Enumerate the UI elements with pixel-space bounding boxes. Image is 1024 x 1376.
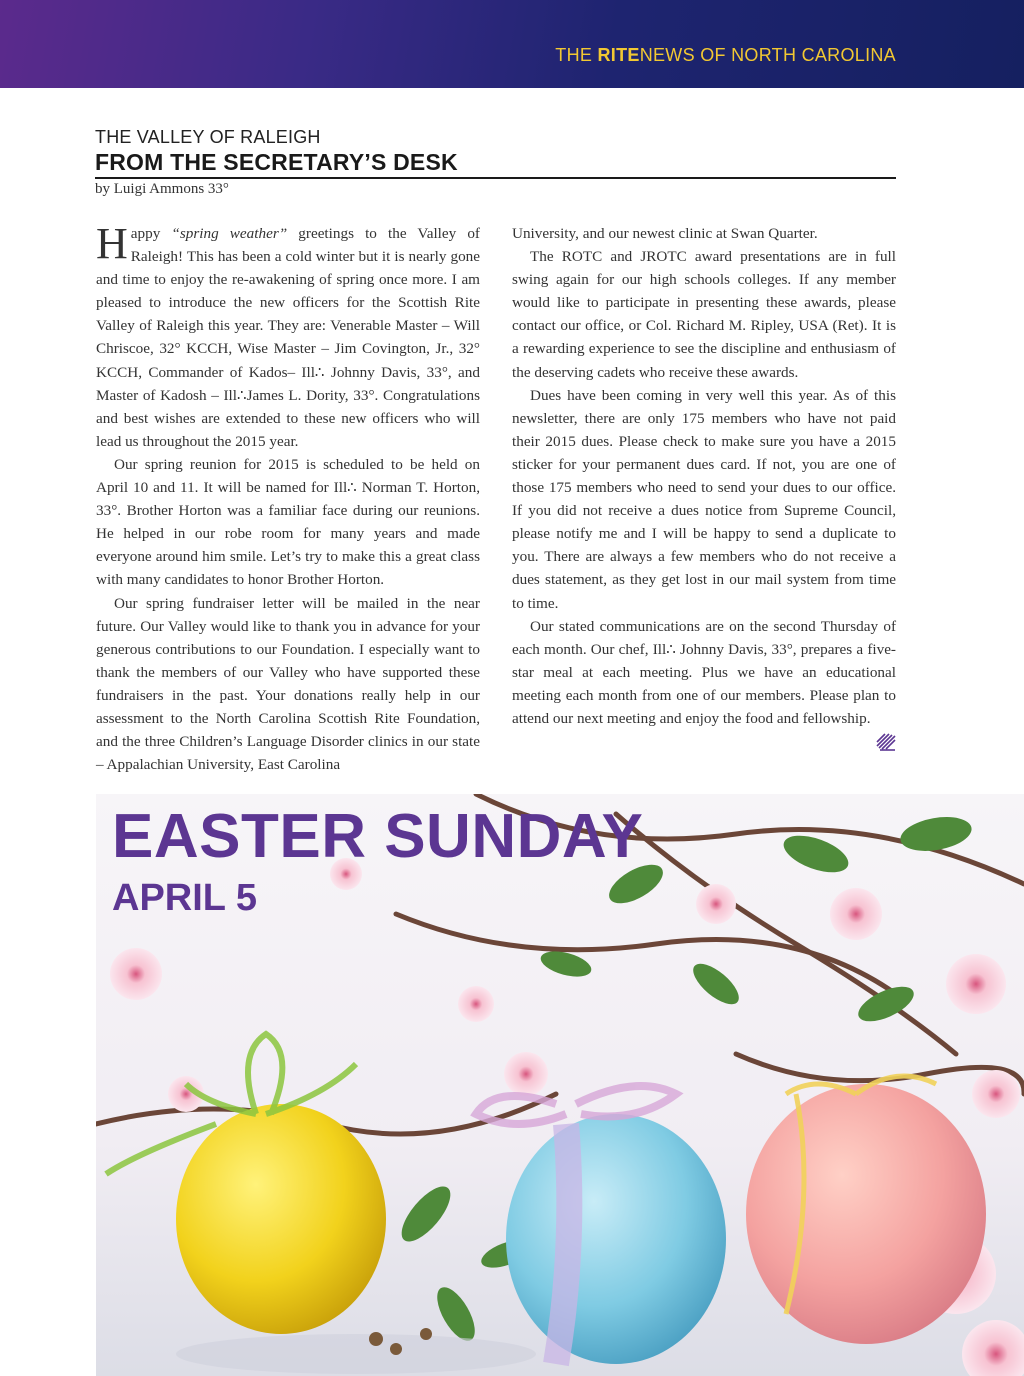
publication-masthead xyxy=(555,45,896,66)
masthead-rest: NEWS OF NORTH CAROLINA xyxy=(639,45,896,65)
article-paragraph: Our spring reunion for 2015 is scheduled to be held on April 10 and 11. It will be named for Ill∴ Norman T. Horton, 33°. Brother Horton was a familiar face during our reunions. He helped in our robe room for many years and made everyone around him smile. Let’s try to make this a great class with many candidates to honor Brother Horton. xyxy=(96,455,480,589)
quoted-phrase: “spring weather” xyxy=(171,225,288,242)
section-kicker: THE VALLEY OF RALEIGH xyxy=(95,127,321,147)
article-paragraph: The ROTC and JROTC award presentations are in full swing again for our high schools colleges. If any member would like to participate in presenting these awards, please contact our office, or Col. Richard M. Ripley, USA (Ret). It is a rewarding experience to see the discipline and enthusiasm of the deserving cadets who receive these awards. xyxy=(512,248,896,381)
article-paragraph: Our stated communications are on the second Thursday of each month. Our chef, Ill∴ Johnny Davis, 33°, prepares a five-star meal at each meeting. Plus we have an educational meeting each month from one of our members. Please plan to attend our next meeting and enjoy the food and fellowship. xyxy=(512,617,896,727)
article-paragraph: Dues have been coming in very well this year. As of this newsletter, there are only 175 members who have not paid their 2015 dues. Please check to make sure you have a 2015 sticker for your permanent dues card. If not, you are one of those 175 members who need to send your dues to our office. If you did not receive a dues notice from Supreme Council, please notify me and I will be happy to send a duplicate to you. There are always a few members who do not receive a dues statement, as they get lost in our mail system from time to time. xyxy=(512,386,896,612)
article-headline: FROM THE SECRETARY’S DESK xyxy=(95,149,458,175)
article-byline: by Luigi Ammons 33° xyxy=(95,181,229,197)
headline-rule xyxy=(95,177,896,179)
article-column-left xyxy=(96,219,480,776)
end-mark-icon xyxy=(876,733,896,751)
promo-title: EASTER SUNDAY xyxy=(112,802,644,871)
masthead-the: THE xyxy=(555,45,598,65)
article-column-right xyxy=(512,222,896,730)
promo-date: APRIL 5 xyxy=(112,877,258,919)
masthead-rite: RITE xyxy=(597,45,640,65)
article-paragraph: Our spring fundraiser letter will be mailed in the near future. Our Valley would like to thank you in advance for your generous contributions to our Foundation. I especially want to thank the members of our Valley who have supported these fundraisers in the past. Your donations really help in our assessment to the North Carolina Scottish Rite Foundation, and the three Children’s Language Disorder clinics in our state – Appalachian University, East Carolina xyxy=(96,594,480,774)
article-paragraph-continued: University, and our newest clinic at Swan Quarter. xyxy=(512,225,818,242)
article-paragraph: Happy “spring weather” greetings to the Valley of Raleigh! This has been a cold winter but it is nearly gone and time to enjoy the re-awakening of spring once more. I am pleased to introduce the new officers for the Scottish Rite Valley of Raleigh this year. They are: Venerable Master – Will Chriscoe, 32° KCCH, Wise Master – Jim Covington, Jr., 32° KCCH, Commander of Kados– Ill∴ Johnny Davis, 33°, and Master of Kadosh – Ill∴James L. Dority, 33°. Congratulations and best wishes are extended to these new officers who will lead us throughout the 2015 year. xyxy=(96,219,480,450)
drop-cap: H xyxy=(96,219,128,268)
header-banner xyxy=(0,0,1024,88)
